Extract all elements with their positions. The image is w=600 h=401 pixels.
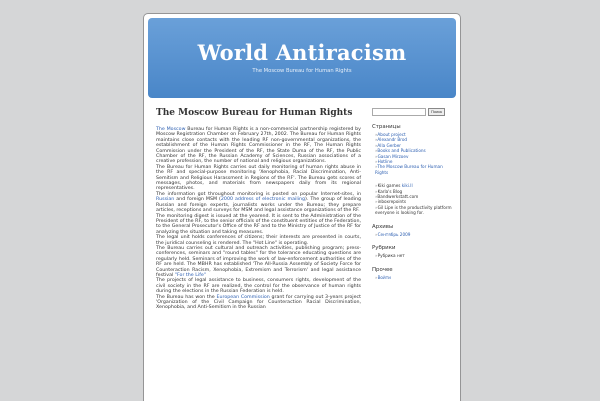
russian-link[interactable]: Russian <box>156 197 175 203</box>
misc-item[interactable]: » Karla's Blog <box>375 189 452 194</box>
blog-description: The Moscow Bureau for Human Rights <box>252 68 352 74</box>
paragraph: The monitoring digest is issued at the yearend. It is sent to the Administration of the President of the RF, to the senior officials of the constituent entities of the Federation, to the General Prosecutor's Office of the RF and to the Ministry of Justice of the RF for analyzing the situation and taking measures. <box>156 213 361 235</box>
misc-item: » Gil Lipe is the productivity platform everyone is looking for. <box>375 205 452 216</box>
paragraph-text: The information got throughout monitoring is posted on popular Internet-sites, in <box>156 191 361 197</box>
paragraph-text: The Bureau carries out cultural and outreach activities, publishing program; press-conferences, seminars and "round tables" for the tolerance educating questions are regularly held. Seminars of improving the work of law-enforcement authorities of the RF are held. The MBHR has established 'The All-Russia Assembly of Society Force for Counteraction Racism, Xenophobia, Extremism and Terrorism' and legal assistance festival <box>156 245 361 278</box>
other-widget-title: Прочее <box>372 266 393 273</box>
page-link[interactable]: » Gasan Mirzoev <box>375 154 452 159</box>
login-link[interactable]: » Войти <box>375 275 452 280</box>
paragraph <box>156 192 361 214</box>
post-entry <box>156 127 361 311</box>
blog-header <box>148 18 456 98</box>
categories-widget <box>372 245 452 258</box>
mailing-link[interactable]: 2000 address of electronic mailing <box>220 197 305 203</box>
paragraph-text: Bureau for Human Rights is a non-commercial partnership registered by Moscow Registration Chamber on February 27th, 2002. The Bureau for Human Rights maintains close contacts with the leading RF non-governmental organizations, the establishment of the Human Rights Commissioner in the RF, The Human Rights Commission under the President of the RF, the State Duma of the RF, the Public Chamber of the RF, the Russian Academy of Sciences, Russian associations of a creative profession, the number of national and religious organizations. <box>156 127 361 165</box>
category-item: » Рубрика нет <box>375 253 452 258</box>
page-link[interactable]: » Alexandr Brod <box>375 137 452 142</box>
other-widget <box>372 267 452 280</box>
page-link[interactable]: » Alla Gerber <box>375 143 452 148</box>
paragraph-text: The Bureau has won the <box>156 294 217 300</box>
categories-widget-title: Рубрики <box>372 245 396 252</box>
search-form <box>372 108 452 116</box>
page-link[interactable]: » Books and Publications <box>375 148 452 153</box>
misc-widget <box>372 183 452 215</box>
archives-widget-title: Архивы <box>372 223 394 230</box>
paragraph-text: ). The group of leading Russian and foreign experts, journalists works under the Bureau; they prepare articles, receptions and surveys for MSM and legal assistance organizations of the RF. <box>156 197 361 214</box>
misc-item[interactable]: » inboxrepoints <box>375 199 452 204</box>
paragraph-text: and foreign MSM ( <box>174 197 221 203</box>
archives-widget <box>372 224 452 237</box>
pages-widget-title: Страницы <box>372 124 401 130</box>
paragraph <box>156 246 361 278</box>
paragraph: The Bureau for Human Rights carries out daily monitoring of human rights abuse in the RF and special-purpose monitoring 'Xenophobia, Racial Discrimination, Anti-Semitism and Religious Harassment in Regions of the RF'. The Bureau gets scores of messages, photos, and materials from newspapers daily from its regional representatives. <box>156 164 361 192</box>
sidebar <box>372 108 452 288</box>
search-input[interactable] <box>372 108 426 116</box>
european-commission-link[interactable]: European Commission <box>216 294 270 300</box>
blog-title-link[interactable]: World Antiracism <box>197 40 407 65</box>
paragraph <box>156 127 361 165</box>
paragraph <box>156 295 361 311</box>
pages-widget <box>372 124 452 175</box>
paragraph: The projects of legal assistance to business, consumers rights, development of the civil society in the RF are realized, the control for the observance of human rights during the elections in the Russian Federation is held. <box>156 278 361 295</box>
page-container <box>143 13 461 401</box>
page-link[interactable]: » Hotline <box>375 159 452 164</box>
page-link[interactable]: » The Moscow Bureau for Human Rights <box>375 164 452 175</box>
post-title[interactable]: The Moscow Bureau for Human Rights <box>156 108 353 118</box>
main-content <box>156 108 361 311</box>
misc-item[interactable]: » Bandwerkstatt.com <box>375 194 452 199</box>
for-the-life-link[interactable]: "For the Life" <box>174 272 206 278</box>
paragraph: The legal unit holds conferences of citizens; their interests are presented in courts, the juridical counseling is rendered. The "Hot Line" is operating. <box>156 235 361 246</box>
search-button[interactable]: Поиск <box>428 108 445 116</box>
misc-link[interactable]: kiki.ll <box>401 183 413 189</box>
moscow-link[interactable]: The Moscow <box>156 127 186 132</box>
page-link[interactable]: » About project <box>375 132 452 137</box>
misc-text: Kiki games <box>377 183 401 189</box>
paragraph-text: grant for carrying out 3-years project 'Organization of the Civil Campaign for Counteraction Racial Discrimination, Xenophobia, and Anti-Semitism in the Russian <box>156 294 361 311</box>
archive-link[interactable]: » Сентябрь 2009 <box>375 232 452 237</box>
